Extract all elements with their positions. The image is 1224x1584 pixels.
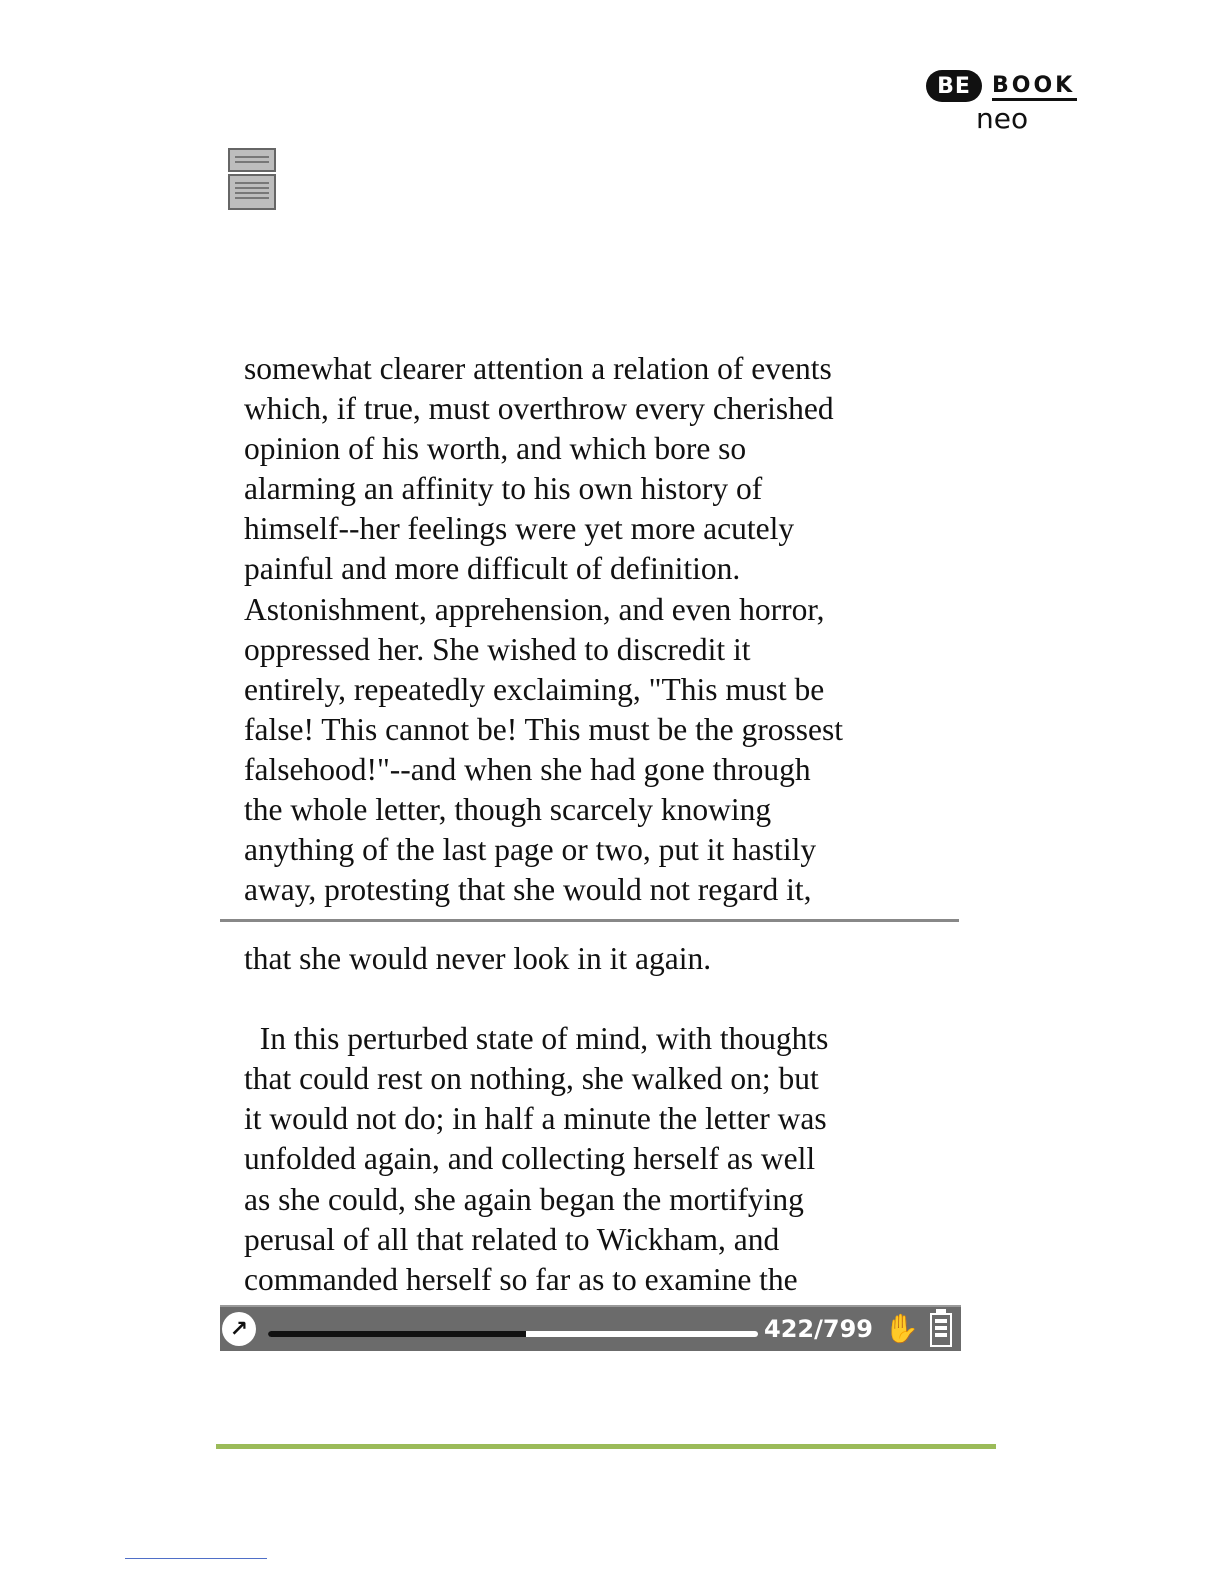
logo-badge: BE bbox=[926, 70, 982, 102]
text-line: unfolded again, and collecting herself as well bbox=[244, 1141, 816, 1177]
text-line: falsehood!"--and when she had gone through bbox=[244, 751, 811, 787]
text-line: commanded herself so far as to examine the bbox=[244, 1261, 798, 1297]
text-line: false! This cannot be! This must be the grossest bbox=[244, 711, 843, 747]
text-line: oppressed her. She wished to discredit it bbox=[244, 631, 751, 667]
text-line: perusal of all that related to Wickham, and bbox=[244, 1221, 780, 1257]
battery-icon bbox=[930, 1313, 952, 1347]
text-line: Astonishment, apprehension, and even horror, bbox=[244, 591, 825, 627]
text-line: as she could, she again began the mortifying bbox=[244, 1181, 804, 1217]
page-counter: 422/799 bbox=[764, 1315, 873, 1343]
logo-model: neo bbox=[976, 102, 1029, 135]
text-line: opinion of his worth, and which bore so bbox=[244, 431, 747, 467]
footnote-rule bbox=[125, 1558, 267, 1559]
text-line: that could rest on nothing, she walked on; but bbox=[244, 1061, 819, 1097]
footer-rule bbox=[216, 1444, 996, 1449]
text-line: that she would never look in it again. bbox=[244, 941, 712, 976]
text-line: In this perturbed state of mind, with thoughts bbox=[244, 1021, 829, 1057]
text-line: entirely, repeatedly exclaiming, "This must be bbox=[244, 671, 825, 707]
text-line: it would not do; in half a minute the letter was bbox=[244, 1101, 827, 1137]
text-line: anything of the last page or two, put it hastily bbox=[244, 832, 817, 868]
reader-page-top bbox=[244, 349, 964, 910]
split-divider[interactable] bbox=[220, 919, 959, 922]
text-line: the whole letter, though scarcely knowing bbox=[244, 792, 772, 828]
status-bar bbox=[220, 1305, 961, 1351]
logo-brand: BOOK bbox=[992, 74, 1077, 101]
progress-bar[interactable] bbox=[268, 1331, 758, 1337]
text-line: away, protesting that she would not regard it, bbox=[244, 872, 812, 908]
progress-fill bbox=[268, 1331, 526, 1337]
split-view-icon[interactable] bbox=[228, 148, 276, 212]
hand-icon: ✋ bbox=[884, 1312, 919, 1345]
text-line bbox=[244, 979, 964, 1019]
reader-page-bottom bbox=[244, 939, 964, 1300]
text-line: painful and more difficult of definition. bbox=[244, 551, 741, 587]
bebook-neo-logo bbox=[924, 68, 1098, 138]
text-line: alarming an affinity to his own history of bbox=[244, 471, 763, 507]
text-line: which, if true, must overthrow every cherished bbox=[244, 391, 834, 427]
text-line: somewhat clearer attention a relation of events bbox=[244, 351, 832, 386]
text-line: himself--her feelings were yet more acutely bbox=[244, 511, 795, 547]
goto-arrow-icon[interactable]: ↗ bbox=[222, 1312, 256, 1346]
